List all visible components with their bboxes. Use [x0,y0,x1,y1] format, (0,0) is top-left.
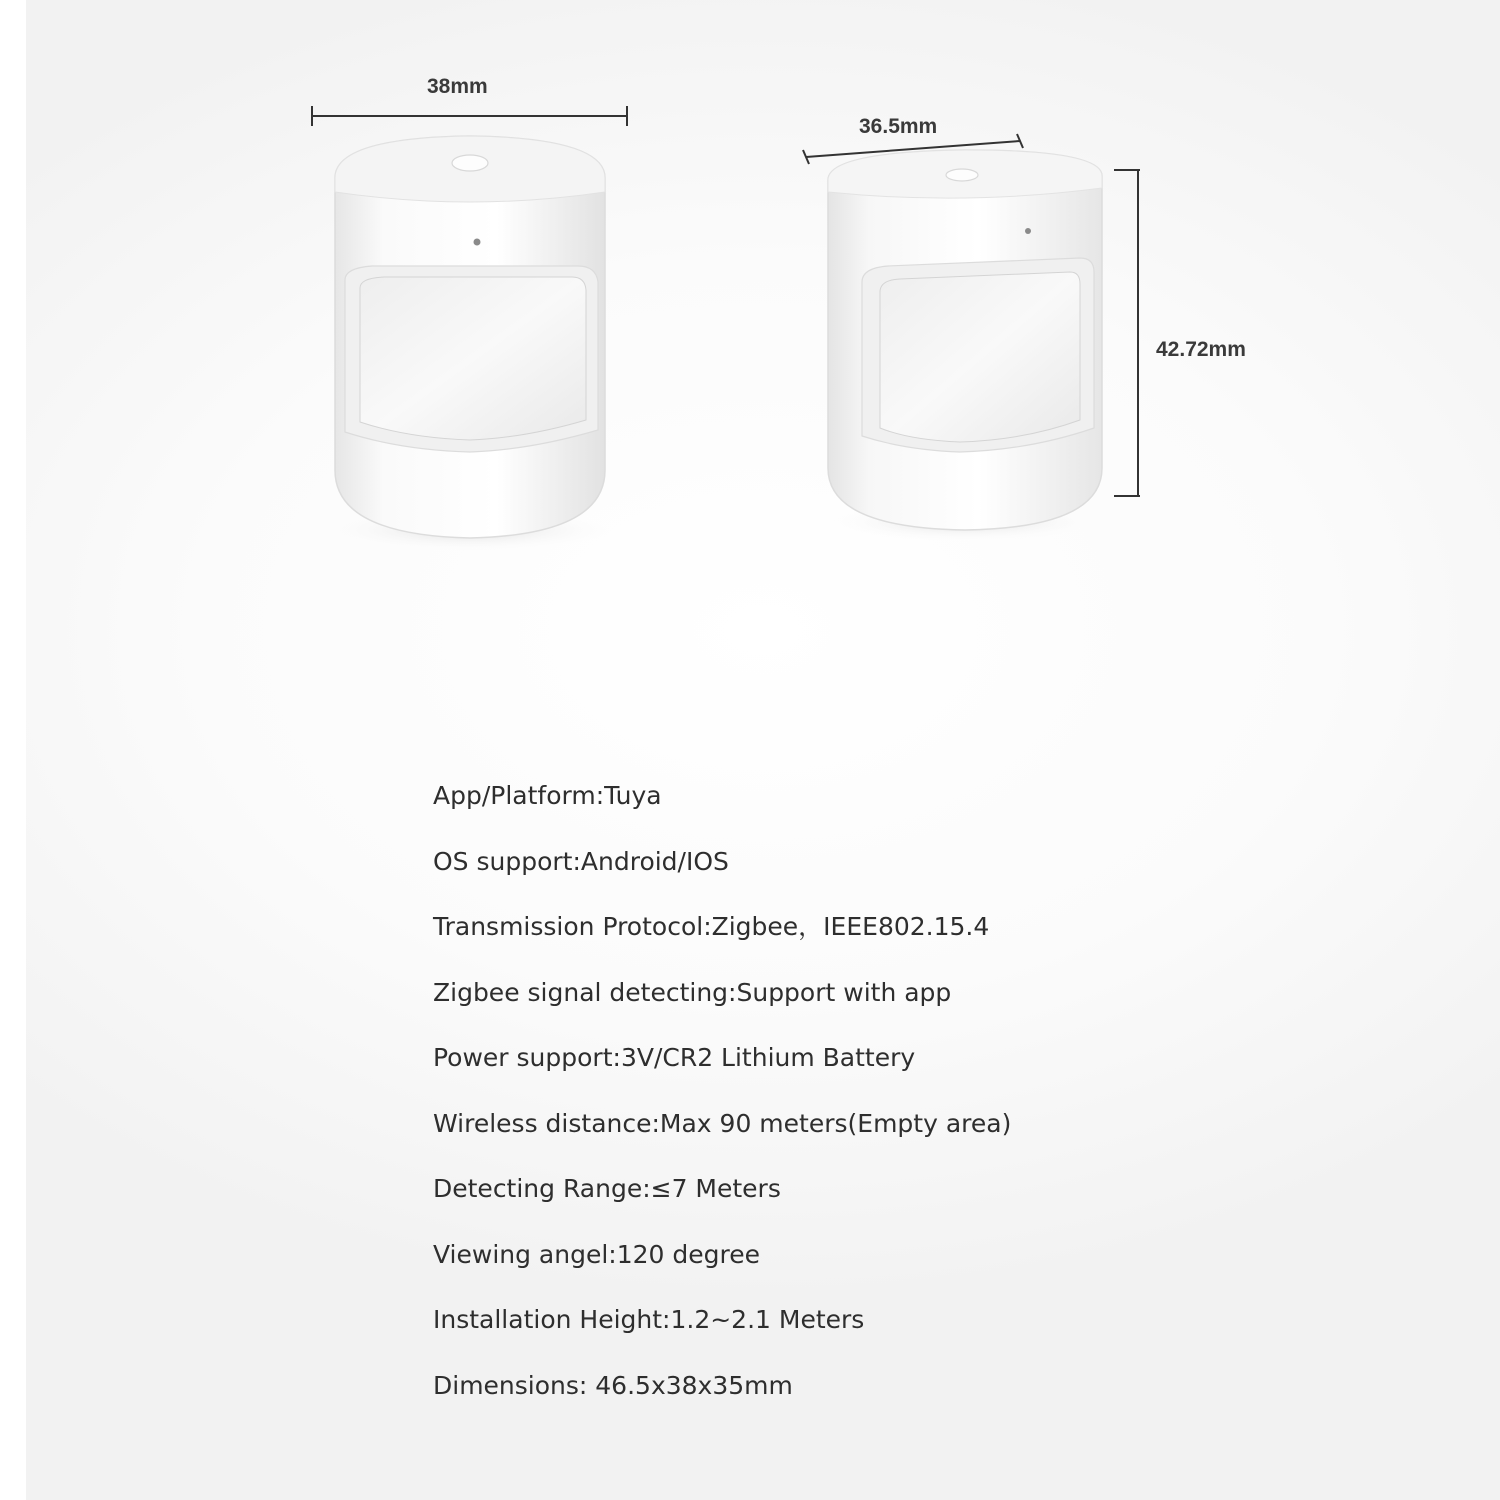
width-side-label: 36.5mm [859,115,938,138]
width-dimension-line [312,106,627,126]
spec-zigbee-signal: Zigbee signal detecting:Support with app [433,977,952,1007]
spec-viewing-angle: Viewing angel:120 degree [433,1239,760,1269]
width-front-label: 38mm [427,75,488,98]
spec-transmission-protocol: Transmission Protocol:Zigbee，IEEE802.15.4 [433,912,990,941]
spec-dimensions: Dimensions: 46.5x38x35mm [433,1370,793,1400]
spec-detecting-range: Detecting Range:≤7 Meters [433,1174,781,1203]
height-dimension-line [1114,170,1140,496]
spec-installation-height: Installation Height:1.2~2.1 Meters [433,1305,865,1334]
product-figure [0,0,1500,700]
sensor-side-view [825,150,1105,542]
spec-list [433,775,1011,1430]
height-label: 42.72mm [1156,338,1246,361]
sensor-front-view [320,136,620,552]
spec-wireless-distance: Wireless distance:Max 90 meters(Empty area) [433,1108,1012,1138]
spec-app-platform: App/Platform:Tuya [433,781,662,810]
spec-os-support: OS support:Android/IOS [433,846,729,876]
spec-power-support: Power support:3V/CR2 Lithium Battery [433,1043,916,1072]
